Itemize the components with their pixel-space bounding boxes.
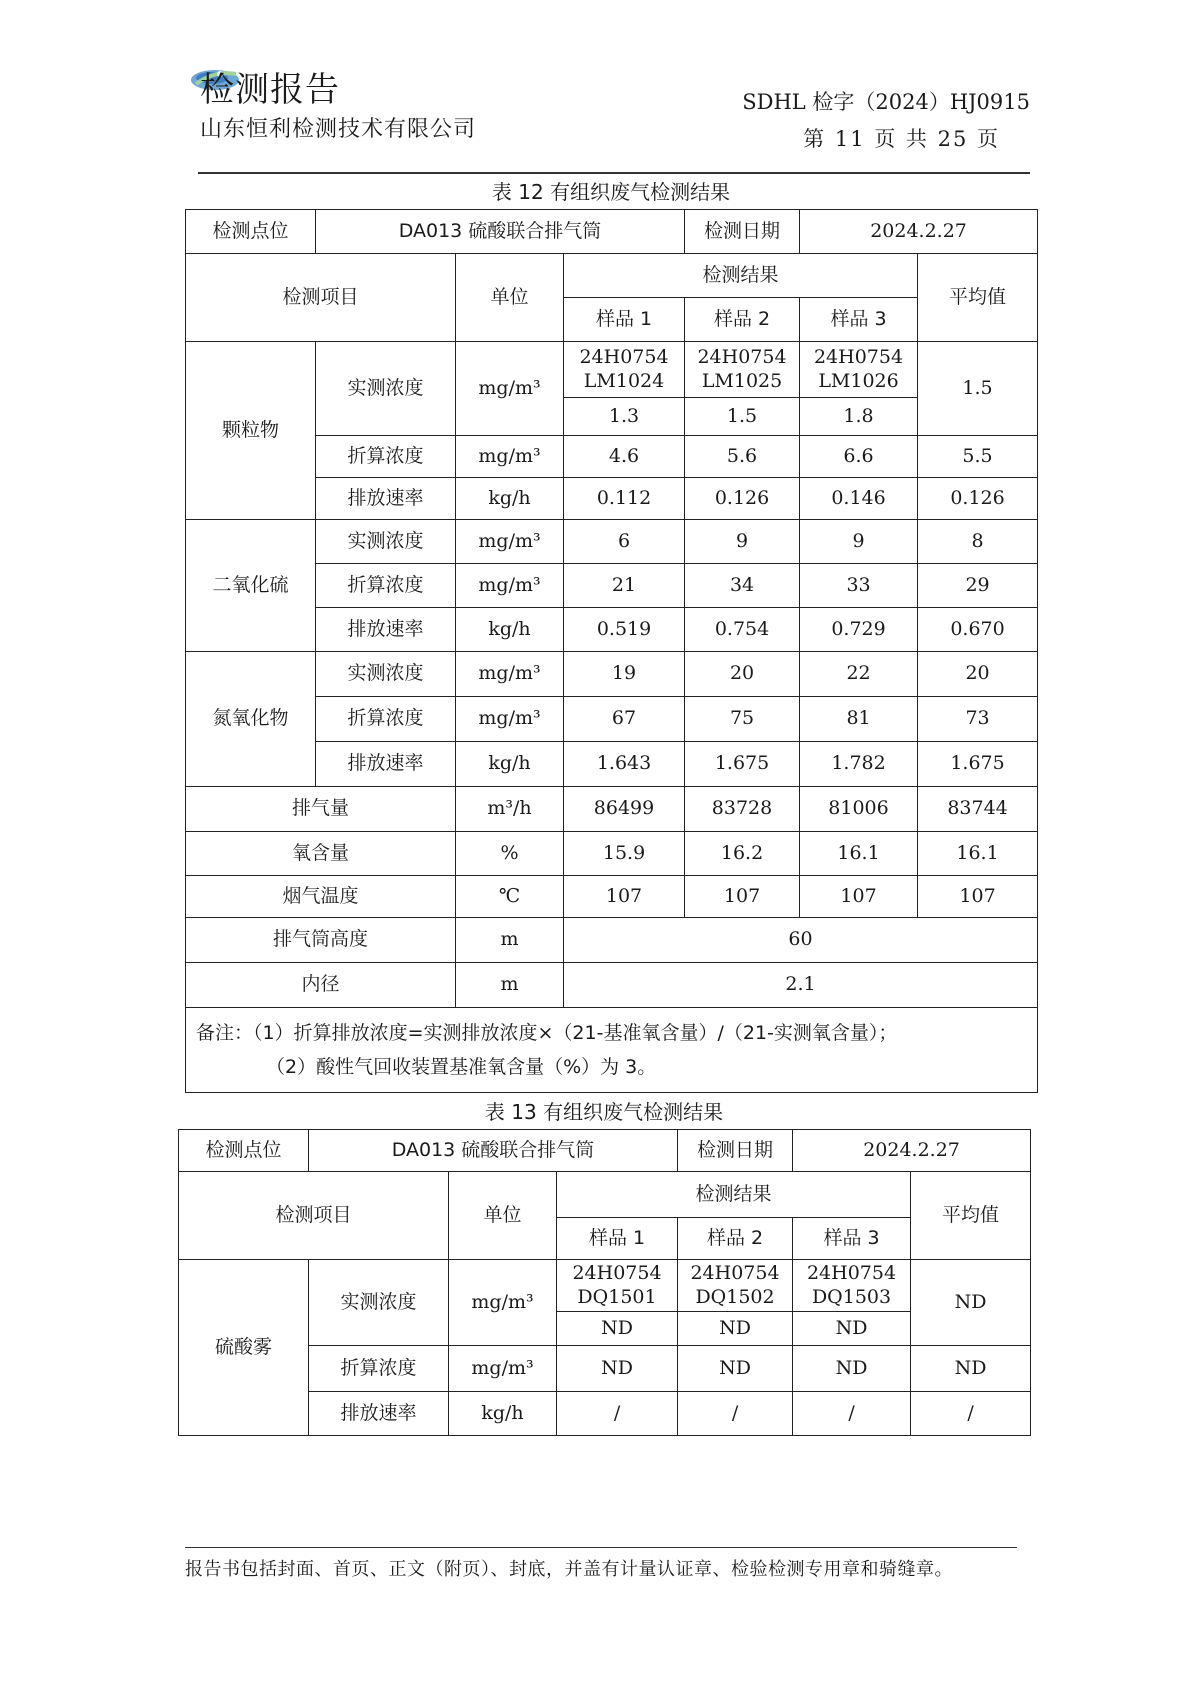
value-cell: /: [678, 1392, 793, 1436]
flow-label: 排气量: [186, 787, 456, 832]
temp-label: 烟气温度: [186, 876, 456, 918]
pm-label: 颗粒物: [186, 342, 316, 520]
value-cell: 6.6: [800, 436, 918, 478]
unit-cell: mg/m³: [456, 564, 564, 608]
so2-label: 二氧化硫: [186, 520, 316, 652]
avg-header: 平均值: [918, 254, 1038, 342]
table12-note: [186, 1008, 1038, 1093]
value-cell: ND: [678, 1346, 793, 1392]
avg-cell: 29: [918, 564, 1038, 608]
table-row: [186, 918, 1038, 963]
table13-block: [178, 1096, 1030, 1436]
value-cell: 34: [685, 564, 800, 608]
sample-2-header: 样品 2: [685, 298, 800, 342]
table-row: [186, 342, 1038, 398]
page-info: 第 11 页 共 25 页: [803, 127, 1000, 151]
value-cell: 75: [685, 697, 800, 742]
value-cell: 20: [685, 652, 800, 697]
unit-cell: kg/h: [456, 608, 564, 652]
table12-note-row: [186, 1008, 1038, 1093]
value-cell: ND: [557, 1346, 678, 1392]
report-number: SDHL 检字（2024）HJ0915: [742, 90, 1030, 114]
header-divider: [198, 172, 1030, 174]
value-cell: 0.729: [800, 608, 918, 652]
table12-header-row: [186, 254, 1038, 298]
value-cell: 19: [564, 652, 685, 697]
converted-label: 折算浓度: [316, 697, 456, 742]
table12-block: [185, 176, 1037, 1093]
table13: [178, 1129, 1031, 1436]
avg-cell: 1.675: [918, 742, 1038, 787]
value-cell: 0.754: [685, 608, 800, 652]
date-label: 检测日期: [678, 1130, 793, 1172]
avg-cell: 16.1: [918, 832, 1038, 876]
table13-header-row: [179, 1172, 1031, 1218]
table-row: [186, 832, 1038, 876]
unit-cell: %: [456, 832, 564, 876]
sample-1-header: 样品 1: [564, 298, 685, 342]
value-cell: 1.675: [685, 742, 800, 787]
value-cell: 5.6: [685, 436, 800, 478]
value-cell: 0.519: [564, 608, 685, 652]
footer-divider: [185, 1547, 1017, 1548]
footer-note: 报告书包括封面、首页、正文（附页）、封底，并盖有计量认证章、检验检测专用章和骑缝章。: [185, 1559, 953, 1580]
rate-label: 排放速率: [309, 1392, 449, 1436]
value-cell: 81: [800, 697, 918, 742]
note-line-1: 备注：（1）折算排放浓度=实测排放浓度×（21-基准氧含量）/（21-实测氧含量）；: [196, 1022, 898, 1044]
value-cell: 0.126: [685, 478, 800, 520]
value-cell: 86499: [564, 787, 685, 832]
value-cell: 1.5: [685, 398, 800, 436]
item-header: 检测项目: [179, 1172, 449, 1260]
avg-cell: 0.126: [918, 478, 1038, 520]
avg-cell: /: [911, 1392, 1031, 1436]
unit-cell: kg/h: [449, 1392, 557, 1436]
table-row: [186, 520, 1038, 564]
avg-cell: 20: [918, 652, 1038, 697]
item-header: 检测项目: [186, 254, 456, 342]
avg-cell: 83744: [918, 787, 1038, 832]
avg-cell: 0.670: [918, 608, 1038, 652]
sample-3-header: 样品 3: [800, 298, 918, 342]
unit-cell: mg/m³: [456, 652, 564, 697]
avg-cell: ND: [911, 1260, 1031, 1346]
measured-label: 实测浓度: [316, 520, 456, 564]
value-cell: 6: [564, 520, 685, 564]
value-cell: 16.1: [800, 832, 918, 876]
height-value: 60: [564, 918, 1038, 963]
value-cell: 4.6: [564, 436, 685, 478]
avg-cell: 8: [918, 520, 1038, 564]
rate-label: 排放速率: [316, 478, 456, 520]
note-line-2: （2）酸性气回收装置基准氧含量（%）为 3。: [266, 1056, 657, 1079]
value-cell: ND: [793, 1312, 911, 1346]
avg-header: 平均值: [911, 1172, 1031, 1260]
sample-1-header: 样品 1: [557, 1218, 678, 1260]
value-cell: 81006: [800, 787, 918, 832]
value-cell: 16.2: [685, 832, 800, 876]
value-cell: ND: [678, 1312, 793, 1346]
value-cell: 107: [564, 876, 685, 918]
unit-cell: m: [456, 918, 564, 963]
avg-cell: ND: [911, 1346, 1031, 1392]
value-cell: /: [793, 1392, 911, 1436]
value-cell: 0.146: [800, 478, 918, 520]
unit-cell: ℃: [456, 876, 564, 918]
table13-info-row: [179, 1130, 1031, 1172]
value-cell: 1.643: [564, 742, 685, 787]
date-value: 2024.2.27: [793, 1130, 1031, 1172]
measured-label: 实测浓度: [309, 1260, 449, 1346]
sample-2-header: 样品 2: [678, 1218, 793, 1260]
sample-id-1: 24H0754 LM1024: [564, 342, 685, 398]
results-header: 检测结果: [564, 254, 918, 298]
rate-label: 排放速率: [316, 742, 456, 787]
date-value: 2024.2.27: [800, 210, 1038, 254]
value-cell: 21: [564, 564, 685, 608]
value-cell: 22: [800, 652, 918, 697]
oxygen-label: 氧含量: [186, 832, 456, 876]
point-value: DA013 硫酸联合排气筒: [316, 210, 685, 254]
avg-cell: 107: [918, 876, 1038, 918]
converted-label: 折算浓度: [316, 564, 456, 608]
point-value: DA013 硫酸联合排气筒: [309, 1130, 678, 1172]
avg-cell: 73: [918, 697, 1038, 742]
results-header: 检测结果: [557, 1172, 911, 1218]
sample-id-1: 24H0754 DQ1501: [557, 1260, 678, 1312]
value-cell: 33: [800, 564, 918, 608]
measured-label: 实测浓度: [316, 342, 456, 436]
sample-3-header: 样品 3: [793, 1218, 911, 1260]
sample-id-2: 24H0754 DQ1502: [678, 1260, 793, 1312]
table-row: [186, 963, 1038, 1008]
table12-caption: 表 12 有组织废气检测结果: [491, 180, 731, 204]
unit-cell: mg/m³: [456, 697, 564, 742]
table12: [185, 209, 1038, 1093]
date-label: 检测日期: [685, 210, 800, 254]
avg-cell: 1.5: [918, 342, 1038, 436]
value-cell: ND: [793, 1346, 911, 1392]
unit-header: 单位: [456, 254, 564, 342]
value-cell: 83728: [685, 787, 800, 832]
unit-cell: m³/h: [456, 787, 564, 832]
value-cell: 1.782: [800, 742, 918, 787]
table-row: [186, 652, 1038, 697]
sample-id-2: 24H0754 LM1025: [685, 342, 800, 398]
report-title: 检测报告: [200, 70, 340, 110]
value-cell: 9: [800, 520, 918, 564]
rate-label: 排放速率: [316, 608, 456, 652]
measured-label: 实测浓度: [316, 652, 456, 697]
value-cell: 9: [685, 520, 800, 564]
table-row: [186, 787, 1038, 832]
diameter-label: 内径: [186, 963, 456, 1008]
unit-cell: mg/m³: [449, 1260, 557, 1346]
company-name: 山东恒利检测技术有限公司: [200, 117, 477, 142]
sample-id-3: 24H0754 DQ1503: [793, 1260, 911, 1312]
point-label: 检测点位: [186, 210, 316, 254]
value-cell: 107: [685, 876, 800, 918]
point-label: 检测点位: [179, 1130, 309, 1172]
unit-cell: mg/m³: [449, 1346, 557, 1392]
value-cell: 0.112: [564, 478, 685, 520]
value-cell: 107: [800, 876, 918, 918]
value-cell: 67: [564, 697, 685, 742]
table-row: [179, 1260, 1031, 1312]
unit-cell: kg/h: [456, 742, 564, 787]
avg-cell: 5.5: [918, 436, 1038, 478]
nox-label: 氮氧化物: [186, 652, 316, 787]
unit-header: 单位: [449, 1172, 557, 1260]
sample-id-3: 24H0754 LM1026: [800, 342, 918, 398]
converted-label: 折算浓度: [309, 1346, 449, 1392]
mist-label: 硫酸雾: [179, 1260, 309, 1436]
converted-label: 折算浓度: [316, 436, 456, 478]
table12-info-row: [186, 210, 1038, 254]
value-cell: 1.8: [800, 398, 918, 436]
value-cell: /: [557, 1392, 678, 1436]
unit-cell: mg/m³: [456, 342, 564, 436]
value-cell: 15.9: [564, 832, 685, 876]
unit-cell: kg/h: [456, 478, 564, 520]
diameter-value: 2.1: [564, 963, 1038, 1008]
unit-cell: mg/m³: [456, 436, 564, 478]
unit-cell: m: [456, 963, 564, 1008]
value-cell: 1.3: [564, 398, 685, 436]
height-label: 排气筒高度: [186, 918, 456, 963]
table-row: [186, 876, 1038, 918]
unit-cell: mg/m³: [456, 520, 564, 564]
value-cell: ND: [557, 1312, 678, 1346]
table13-caption: 表 13 有组织废气检测结果: [484, 1100, 724, 1124]
